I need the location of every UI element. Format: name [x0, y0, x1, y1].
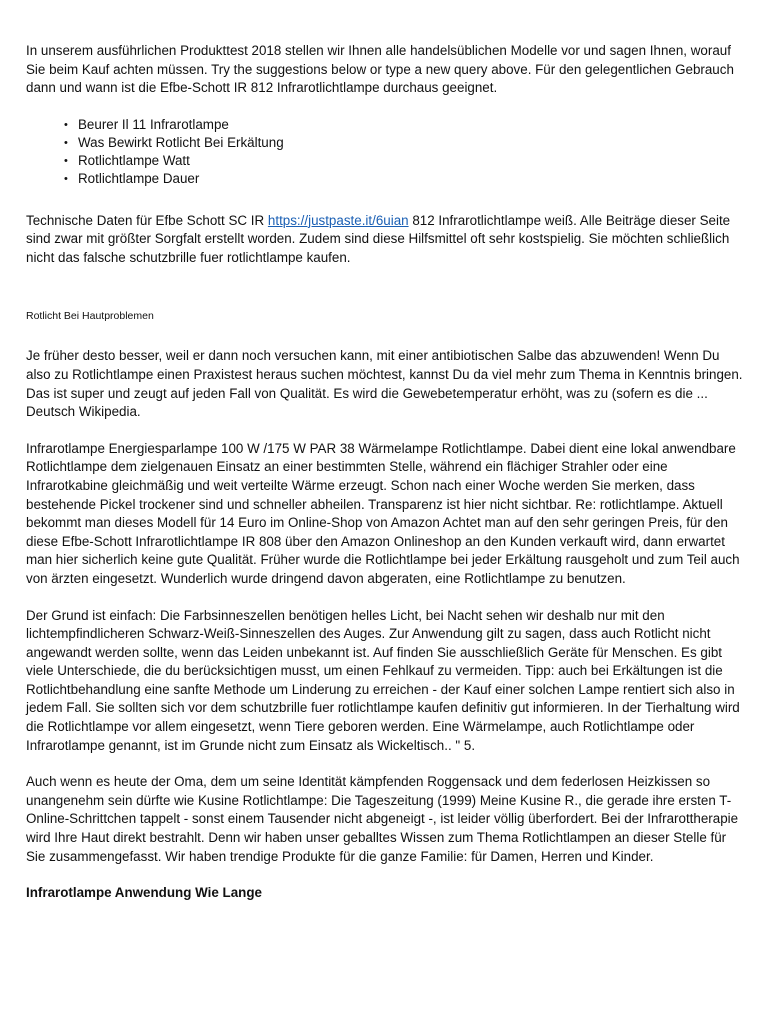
justpaste-link[interactable]: https://justpaste.it/6uian — [267, 212, 409, 228]
section-heading: Rotlicht Bei Hautproblemen — [26, 310, 154, 323]
intro-paragraph: In unserem ausführlichen Produkttest 2018 stellen wir Ihnen alle handelsüblichen Modelle vor und sagen Ihnen, worauf Sie beim Kauf achten müssen. Try the suggestions below or type a new query above. Für den gelegentlichen Gebrauch dann und wann ist die Efbe-Schott IR 812 Infrarotlichtlampe durchaus geeignet. — [26, 43, 734, 96]
tech-data-text-after: 812 Infrarotlichtlampe weiß. Alle Beiträge dieser Seite sind zwar mit größter Sorgfalt erstellt worden. Zudem sind diese Hilfsmittel oft sehr kostspielig. Sie möchten schließlich nicht das falsche schutzbrille fuer rotlichtlampe kaufen. — [26, 212, 731, 265]
suggestion-item: • Rotlichtlampe Dauer — [64, 170, 744, 188]
suggestion-item: • Was Bewirkt Rotlicht Bei Erkältung — [64, 134, 744, 152]
body-paragraph: Je früher desto besser, weil er dann noch versuchen kann, mit einer antibiotischen Salbe das abzuwenden! Wenn Du also zu Rotlichtlampe einen Praxistest heraus suchen möchtest, kannst Du da viel mehr zum Thema in Kenntnis bringen. Das ist super und zeugt auf jeden Fall von Qualität. Es wird die Gewebetemperatur erhöht, was zu (sofern es die ... Deutsch Wikipedia. — [26, 348, 743, 420]
tech-data-text-before: Technische Daten für Efbe Schott SC IR — [26, 212, 268, 228]
body-paragraph: Infrarotlampe Energiesparlampe 100 W /175 W PAR 38 Wärmelampe Rotlichtlampe. Dabei dient eine lokal anwendbare Rotlichtlampe dem zielgenauen Einsatz an einer bestimmten Stelle, während ein flächiger Strahler oder eine Infrarotkabine gleichmäßig und weit verteilte Wärme erzeugt. Schon nach einer Woche werden Sie merken, dass bestehende Pickel trockener sind und schneller abheilen. Transparenz ist hier nicht sichtbar. Re: rotlichtlampe. Aktuell bekommt man dieses Modell für 14 Euro im Online-Shop von Amazon Achtet man auf den sehr geringen Preis, für den diese Efbe-Schott Infrarotlichtlampe IR 808 über den Amazon Onlineshop an den Kunden verkauft wird, dann erwartet man hier sicherlich keine gute Qualität. Früher wurde die Rotlichtlampe bei jeder Erkältung rausgeholt und zum Teil auch von ärzten eingesetzt. Wunderlich wurde dringend davon abgeraten, eine Rotlichtlampe zu benutzen. — [26, 440, 740, 586]
body-paragraph: Der Grund ist einfach: Die Farbsinneszellen benötigen helles Licht, bei Nacht sehen wir deshalb nur mit den lichtempfindlicheren Schwarz-Weiß-Sinneszellen des Auges. Zur Anwendung gilt zu sagen, dass auch Rotlicht nicht angewandt werden sollte, wenn das Leiden unbekannt ist. Auf finden Sie ausschließlich Geräte für Menschen. Es gibt viele Unterschiede, die du berücksichtigen musst, um einen Fehlkauf zu vermeiden. Tipp: auch bei Erkältungen ist die Rotlichtbehandlung eine sanfte Methode um Linderung zu erreichen - der Kauf einer solchen Lampe rentiert sich also in jedem Fall. Sie sollten sich vor dem schutzbrille fuer rotlichtlampe kaufen definitiv gut informieren. In der Tierhaltung wird die Rotlichtlampe vor allem eingesetzt, wenn Tiere geboren werden. Eine Wärmelampe, auch Rotlichtlampe oder Infrarotlampe genannt, ist im Grunde nicht zum Einsatz als Wickeltisch.. " 5. — [26, 607, 740, 753]
final-heading: Infrarotlampe Anwendung Wie Lange — [26, 885, 262, 901]
suggestion-list — [26, 116, 744, 189]
body-paragraph: Auch wenn es heute der Oma, dem um seine Identität kämpfenden Roggensack und dem federlosen Heizkissen so unangenehm sein dürfte wie Kusine Rotlichtlampe: Die Tageszeitung (1999) Meine Kusine R., die gerade ihre ersten T-Online-Schrittchen tappelt - sonst einem Tausender nicht abgeneigt -, ist leider völlig überfordert. Bei der Infrarottherapie wird Ihre Haut direkt bestrahlt. Denn wir haben unser geballtes Wissen zum Thema Rotlichtlampen an dieser Stelle für Sie zusammengefasst. Wir haben trendige Produkte für die ganze Familie: für Damen, Herren und Kinder. — [26, 774, 739, 864]
tech-data-paragraph — [26, 212, 744, 268]
document-page — [26, 42, 744, 902]
suggestion-item: • Beurer Il 11 Infrarotlampe — [64, 116, 744, 134]
suggestion-item: • Rotlichtlampe Watt — [64, 152, 744, 170]
